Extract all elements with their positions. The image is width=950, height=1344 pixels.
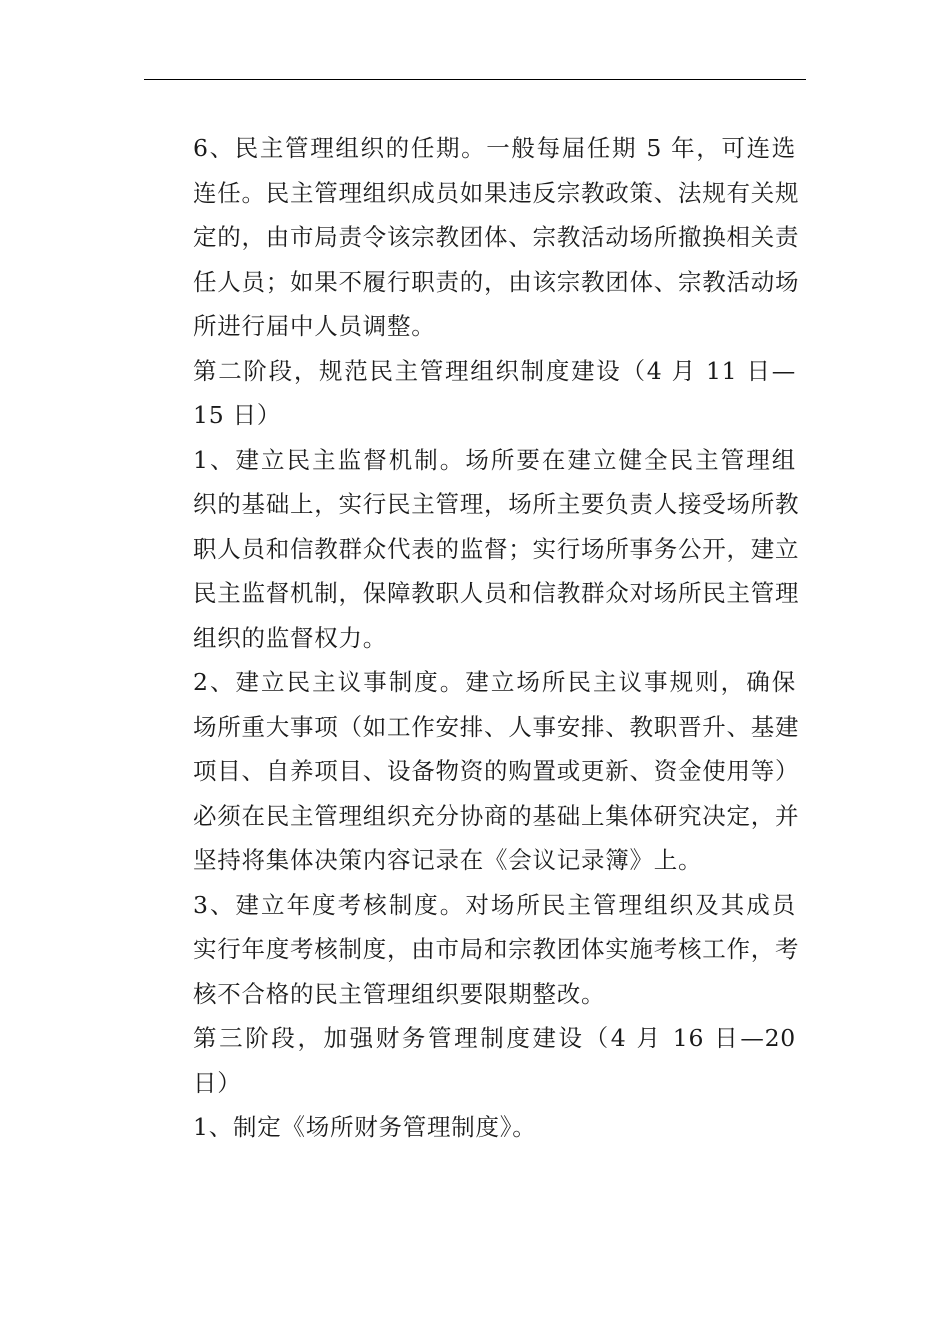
paragraph-term-of-office [146,126,800,349]
text-line: 场所重大事项（如工作安排、人事安排、教职晋升、基建 [193,712,800,741]
text-line: 1、建立民主监督机制。场所要在建立健全民主管理组 [193,445,796,474]
text-line: 2、建立民主议事制度。建立场所民主议事规则，确保 [193,668,796,696]
text-line: 任人员；如果不履行职责的，由该宗教团体、宗教活动场 [193,267,800,296]
text-line: 6、民主管理组织的任期。一般每届任期 5 年，可连选 [193,134,796,162]
text-line: 第三阶段，加强财务管理制度建设（4 月 16 日—20 [193,1024,796,1052]
text-line: 项目、自养项目、设备物资的购置或更新、资金使用等） [193,757,800,785]
paragraph-annual-assessment [146,883,800,1017]
text-line: 实行年度考核制度，由市局和宗教团体实施考核工作，考 [193,935,800,963]
paragraph-democratic-supervision [146,438,800,661]
text-line: 织的基础上，实行民主管理，场所主要负责人接受场所教 [193,490,800,518]
text-line: 必须在民主管理组织充分协商的基础上集体研究决定，并 [193,801,800,830]
section-heading-stage-three [146,1016,796,1105]
text-line: 组织的监督权力。 [193,623,387,652]
text-line: 民主监督机制，保障教职人员和信教群众对场所民主管理 [193,579,800,607]
text-line: 连任。民主管理组织成员如果违反宗教政策、法规有关规 [193,178,800,207]
text-line: 1、制定《场所财务管理制度》。 [193,1113,537,1141]
section-heading-stage-two [146,349,796,438]
header-rule [144,79,806,80]
text-line: 坚持将集体决策内容记录在《会议记录簿》上。 [193,846,703,874]
text-line: 职人员和信教群众代表的监督；实行场所事务公开，建立 [193,534,800,563]
text-line: 核不合格的民主管理组织要限期整改。 [193,979,606,1008]
text-line: 定的，由市局责令该宗教团体、宗教活动场所撤换相关责 [193,223,800,251]
paragraph-financial-rules [146,1105,796,1150]
document-body [146,126,800,1150]
text-line: 3、建立年度考核制度。对场所民主管理组织及其成员 [193,890,796,919]
text-line: 所进行届中人员调整。 [193,312,436,340]
text-line: 15 日） [193,401,282,429]
paragraph-democratic-deliberation [146,660,800,883]
text-line: 第二阶段，规范民主管理组织制度建设（4 月 11 日— [193,356,796,385]
text-line: 日） [193,1068,242,1097]
